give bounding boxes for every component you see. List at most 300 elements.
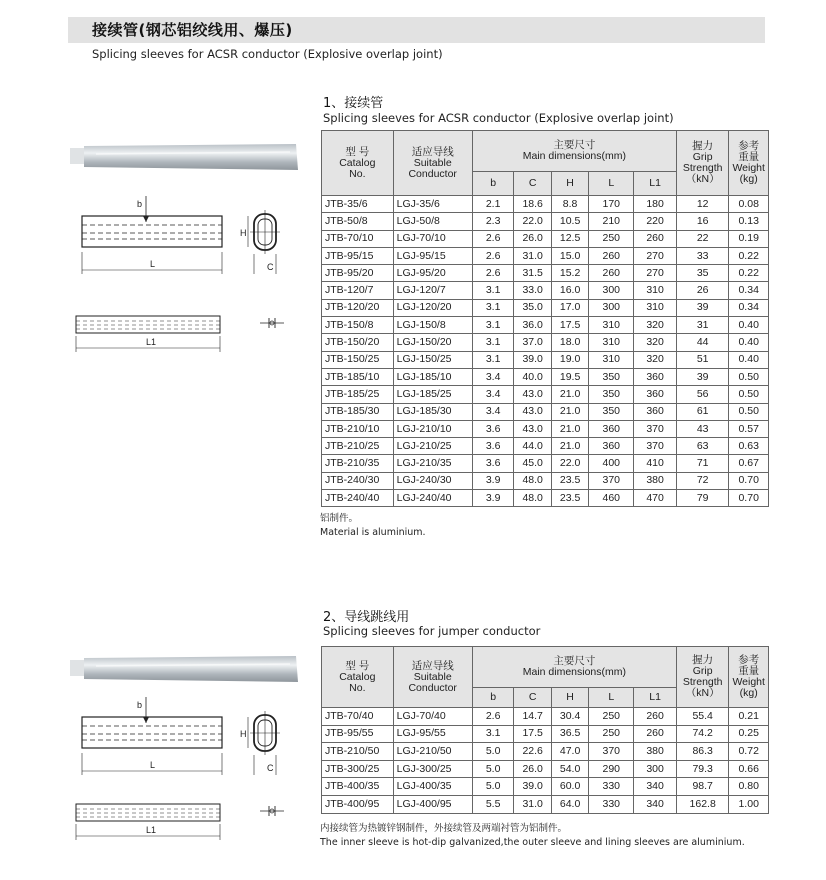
page-title: 接续管(钢芯铝绞线用、爆压) xyxy=(92,21,293,39)
sleeve-photo-2 xyxy=(70,652,310,688)
table-cell: LGJ-95/15 xyxy=(393,247,472,264)
table-cell: 45.0 xyxy=(514,455,551,472)
table-cell: 31 xyxy=(676,317,728,334)
table-cell: 380 xyxy=(634,743,677,761)
table-cell: JTB-150/8 xyxy=(322,317,394,334)
section1-note-cn: 铝制件。 xyxy=(320,513,359,524)
table-cell: 300 xyxy=(589,299,634,316)
table-row xyxy=(322,743,769,761)
table-cell: 43.0 xyxy=(514,386,551,403)
table-cell: JTB-70/10 xyxy=(322,230,394,247)
table-cell: 12.5 xyxy=(551,230,588,247)
table-cell: 3.4 xyxy=(472,403,514,420)
table-cell: 12 xyxy=(676,196,728,213)
table-cell: JTB-150/20 xyxy=(322,334,394,351)
spec-table-1-body xyxy=(322,196,769,507)
col-c-2: C xyxy=(514,687,551,707)
table-cell: 79.3 xyxy=(676,760,728,778)
table-cell: 39 xyxy=(676,299,728,316)
table-cell: 0.22 xyxy=(729,247,769,264)
table-cell: LGJ-185/10 xyxy=(393,368,472,385)
section1-note xyxy=(320,512,426,540)
table-cell: 300 xyxy=(634,760,677,778)
col-grip-en-2: Grip xyxy=(692,665,713,677)
table-cell: 15.0 xyxy=(551,247,588,264)
table-cell: 39.0 xyxy=(514,351,551,368)
table-cell: 250 xyxy=(589,725,634,743)
table-cell: 72 xyxy=(676,472,728,489)
col-model-en2: No. xyxy=(349,167,366,180)
table-cell: 260 xyxy=(634,708,677,726)
table-row xyxy=(322,420,769,437)
table-cell: 3.1 xyxy=(472,317,514,334)
dim-l1-label-2: L1 xyxy=(146,825,157,835)
table-cell: 22.0 xyxy=(551,455,588,472)
col-l1: L1 xyxy=(634,171,677,195)
col-grip-unit-2: （kN） xyxy=(685,687,720,699)
table-cell: 310 xyxy=(634,299,677,316)
table-cell: LGJ-210/35 xyxy=(393,455,472,472)
table-cell: LGJ-95/20 xyxy=(393,265,472,282)
section2-title: 2、导线跳线用 xyxy=(323,610,410,625)
section1-subtitle: Splicing sleeves for ACSR conductor (Explosive overlap joint) xyxy=(323,111,674,125)
table-cell: 0.34 xyxy=(729,282,769,299)
table-row xyxy=(322,213,769,230)
table-cell: 26.0 xyxy=(514,760,551,778)
table-cell: 31.5 xyxy=(514,265,551,282)
col-grip-cn-2: 握力 xyxy=(692,654,714,666)
table-cell: JTB-240/30 xyxy=(322,472,394,489)
col-weight xyxy=(729,131,769,196)
table-cell: 56 xyxy=(676,386,728,403)
table-cell: LGJ-185/25 xyxy=(393,386,472,403)
col-dim-en-2: Main dimensions(mm) xyxy=(522,665,627,678)
table-cell: 290 xyxy=(589,760,634,778)
sleeve-drawing-2 xyxy=(66,693,306,783)
col-cond-en2-2: Conductor xyxy=(408,681,457,694)
table-cell: JTB-95/55 xyxy=(322,725,394,743)
table-cell: JTB-185/30 xyxy=(322,403,394,420)
table-cell: 170 xyxy=(589,196,634,213)
dim-l-label-2: L xyxy=(150,760,156,770)
col-cond-cn: 适应导线 xyxy=(411,145,454,158)
col-cond-en-2: Suitable xyxy=(413,670,452,683)
table-cell: 3.6 xyxy=(472,455,514,472)
table-row xyxy=(322,795,769,813)
col-model-en2-2: No. xyxy=(349,681,366,694)
table-cell: 39.0 xyxy=(514,778,551,796)
section1-note-en: Material is aluminium. xyxy=(320,527,426,538)
table-cell: 26.0 xyxy=(514,230,551,247)
table-cell: 260 xyxy=(634,230,677,247)
table-cell: 8.8 xyxy=(551,196,588,213)
table-cell: 0.25 xyxy=(729,725,769,743)
table-cell: 40.0 xyxy=(514,368,551,385)
table-cell: 44 xyxy=(676,334,728,351)
table-cell: 330 xyxy=(589,795,634,813)
table-cell: 39 xyxy=(676,368,728,385)
table-cell: 320 xyxy=(634,351,677,368)
table-cell: 5.0 xyxy=(472,743,514,761)
table-cell: 2.6 xyxy=(472,265,514,282)
col-b-2: b xyxy=(472,687,514,707)
table-cell: JTB-120/7 xyxy=(322,282,394,299)
table-cell: 0.21 xyxy=(729,708,769,726)
table-cell: 71 xyxy=(676,455,728,472)
col-wt-cn2: 重量 xyxy=(738,151,760,163)
table-cell: 3.9 xyxy=(472,490,514,507)
table-row xyxy=(322,708,769,726)
col-model-en-2: Catalog xyxy=(339,670,376,683)
table-cell: 400 xyxy=(589,455,634,472)
col-wt-cn1: 参考 xyxy=(738,140,760,152)
table-cell: 22 xyxy=(676,230,728,247)
table-cell: 310 xyxy=(634,282,677,299)
table-cell: 26 xyxy=(676,282,728,299)
table-cell: 1.00 xyxy=(729,795,769,813)
col-h-2: H xyxy=(551,687,588,707)
table-cell: 61 xyxy=(676,403,728,420)
table-cell: LGJ-120/20 xyxy=(393,299,472,316)
table-cell: 43 xyxy=(676,420,728,437)
table-cell: 22.6 xyxy=(514,743,551,761)
table-cell: 250 xyxy=(589,230,634,247)
table-cell: 5.0 xyxy=(472,760,514,778)
table-cell: LGJ-120/7 xyxy=(393,282,472,299)
table-row xyxy=(322,725,769,743)
table-cell: JTB-240/40 xyxy=(322,490,394,507)
table-row xyxy=(322,490,769,507)
table-cell: 63 xyxy=(676,438,728,455)
table-cell: 0.67 xyxy=(729,455,769,472)
col-model-cn-2: 型 号 xyxy=(345,659,370,672)
table-cell: LGJ-35/6 xyxy=(393,196,472,213)
col-dim-cn: 主要尺寸 xyxy=(553,138,596,151)
table-cell: 18.6 xyxy=(514,196,551,213)
table-row xyxy=(322,472,769,489)
table-cell: 21.0 xyxy=(551,438,588,455)
table-cell: 0.50 xyxy=(729,403,769,420)
table-cell: 410 xyxy=(634,455,677,472)
table-cell: 370 xyxy=(589,743,634,761)
dim-c-label: C xyxy=(267,262,274,272)
table-cell: LGJ-400/35 xyxy=(393,778,472,796)
table-cell: 310 xyxy=(589,334,634,351)
table-cell: 180 xyxy=(634,196,677,213)
table-cell: LGJ-95/55 xyxy=(393,725,472,743)
table-cell: 64.0 xyxy=(551,795,588,813)
table-cell: 2.1 xyxy=(472,196,514,213)
table-cell: 54.0 xyxy=(551,760,588,778)
table-row xyxy=(322,778,769,796)
table-cell: 310 xyxy=(589,317,634,334)
table-cell: LGJ-240/30 xyxy=(393,472,472,489)
table-cell: JTB-210/10 xyxy=(322,420,394,437)
table-cell: 360 xyxy=(634,386,677,403)
col-model-2 xyxy=(322,647,394,708)
table-cell: JTB-210/50 xyxy=(322,743,394,761)
table-cell: 370 xyxy=(589,472,634,489)
col-model-cn: 型 号 xyxy=(345,145,370,158)
table-cell: 310 xyxy=(589,351,634,368)
table-cell: JTB-50/8 xyxy=(322,213,394,230)
table-cell: 380 xyxy=(634,472,677,489)
table-cell: 3.1 xyxy=(472,725,514,743)
table-cell: 55.4 xyxy=(676,708,728,726)
table-cell: 3.6 xyxy=(472,420,514,437)
table-cell: 31.0 xyxy=(514,247,551,264)
table-cell: 460 xyxy=(589,490,634,507)
table-cell: 330 xyxy=(589,778,634,796)
table-cell: 74.2 xyxy=(676,725,728,743)
table-cell: 48.0 xyxy=(514,490,551,507)
table-cell: 48.0 xyxy=(514,472,551,489)
section2-note xyxy=(320,822,745,850)
table-cell: 43.0 xyxy=(514,403,551,420)
table-cell: 0.40 xyxy=(729,317,769,334)
col-conductor xyxy=(393,131,472,196)
col-grip-en2: Strength xyxy=(682,162,723,174)
table-cell: JTB-35/6 xyxy=(322,196,394,213)
col-b: b xyxy=(472,171,514,195)
table-cell: 31.0 xyxy=(514,795,551,813)
col-c: C xyxy=(514,171,551,195)
table-cell: JTB-400/95 xyxy=(322,795,394,813)
table-cell: 350 xyxy=(589,386,634,403)
table-cell: 360 xyxy=(589,420,634,437)
table-cell: 162.8 xyxy=(676,795,728,813)
table-cell: LGJ-185/30 xyxy=(393,403,472,420)
table-cell: 3.1 xyxy=(472,334,514,351)
table-cell: 2.6 xyxy=(472,708,514,726)
table-cell: JTB-185/10 xyxy=(322,368,394,385)
table-cell: 18.0 xyxy=(551,334,588,351)
col-cond-en: Suitable xyxy=(413,156,452,169)
col-wt-cn2-2: 重量 xyxy=(738,665,760,677)
table-cell: JTB-120/20 xyxy=(322,299,394,316)
sleeve-drawing-l1-1 xyxy=(66,312,306,358)
table-row xyxy=(322,386,769,403)
table-cell: 16 xyxy=(676,213,728,230)
table-row xyxy=(322,196,769,213)
sleeve-drawing-l1-2 xyxy=(66,800,306,846)
table-cell: 0.80 xyxy=(729,778,769,796)
table-row xyxy=(322,351,769,368)
table-cell: 14.7 xyxy=(514,708,551,726)
table-cell: 3.4 xyxy=(472,386,514,403)
table-cell: 5.5 xyxy=(472,795,514,813)
table-row xyxy=(322,282,769,299)
table-cell: 15.2 xyxy=(551,265,588,282)
col-l1-2: L1 xyxy=(634,687,677,707)
table-cell: 3.1 xyxy=(472,282,514,299)
col-dimensions-2 xyxy=(472,647,676,688)
table-cell: 3.9 xyxy=(472,472,514,489)
table-row xyxy=(322,438,769,455)
table-cell: 350 xyxy=(589,403,634,420)
dim-h-label: H xyxy=(240,228,247,238)
table-cell: 350 xyxy=(589,368,634,385)
table-cell: 0.63 xyxy=(729,438,769,455)
table-cell: 17.5 xyxy=(514,725,551,743)
table-cell: 360 xyxy=(634,368,677,385)
table-cell: JTB-300/25 xyxy=(322,760,394,778)
col-dim-cn-2: 主要尺寸 xyxy=(553,654,596,667)
col-conductor-2 xyxy=(393,647,472,708)
table-cell: 98.7 xyxy=(676,778,728,796)
table-row xyxy=(322,265,769,282)
table-row xyxy=(322,247,769,264)
table-cell: 16.0 xyxy=(551,282,588,299)
table-cell: 21.0 xyxy=(551,420,588,437)
table-cell: 0.34 xyxy=(729,299,769,316)
table-cell: 250 xyxy=(589,708,634,726)
table-cell: 37.0 xyxy=(514,334,551,351)
table-cell: 30.4 xyxy=(551,708,588,726)
table-cell: 21.0 xyxy=(551,403,588,420)
col-grip xyxy=(676,131,728,196)
col-wt-en: Weight xyxy=(732,162,765,174)
table-cell: 0.19 xyxy=(729,230,769,247)
table-cell: JTB-400/35 xyxy=(322,778,394,796)
table-cell: JTB-70/40 xyxy=(322,708,394,726)
table-cell: 43.0 xyxy=(514,420,551,437)
dim-h-label-2: H xyxy=(240,729,247,739)
table-cell: LGJ-150/8 xyxy=(393,317,472,334)
section2-note-en: The inner sleeve is hot-dip galvanized,the outer sleeve and lining sleeves are aluminium. xyxy=(320,837,745,848)
table-cell: 47.0 xyxy=(551,743,588,761)
table-cell: 300 xyxy=(589,282,634,299)
col-l: L xyxy=(589,171,634,195)
table-cell: 35.0 xyxy=(514,299,551,316)
dim-c-label-2: C xyxy=(267,763,274,773)
table-cell: LGJ-400/95 xyxy=(393,795,472,813)
table-cell: LGJ-210/10 xyxy=(393,420,472,437)
col-wt-en-2: Weight xyxy=(732,676,765,688)
col-cond-en2: Conductor xyxy=(408,167,457,180)
table-cell: 17.5 xyxy=(551,317,588,334)
col-dim-en: Main dimensions(mm) xyxy=(522,149,627,162)
table-cell: LGJ-210/50 xyxy=(393,743,472,761)
table-cell: 0.50 xyxy=(729,368,769,385)
table-cell: LGJ-240/40 xyxy=(393,490,472,507)
table-row xyxy=(322,230,769,247)
table-cell: 340 xyxy=(634,795,677,813)
table-cell: 2.6 xyxy=(472,230,514,247)
table-cell: 19.5 xyxy=(551,368,588,385)
table-cell: JTB-95/15 xyxy=(322,247,394,264)
table-cell: 220 xyxy=(634,213,677,230)
table-cell: 0.08 xyxy=(729,196,769,213)
col-grip-cn: 握力 xyxy=(692,140,714,152)
table-cell: 23.5 xyxy=(551,490,588,507)
sleeve-photo-1 xyxy=(70,140,310,176)
spec-table-2-body xyxy=(322,708,769,814)
table-cell: LGJ-150/25 xyxy=(393,351,472,368)
spec-table-1 xyxy=(321,130,769,507)
table-cell: 0.70 xyxy=(729,472,769,489)
table-row xyxy=(322,317,769,334)
table-cell: 51 xyxy=(676,351,728,368)
dim-b-label-2: b xyxy=(137,700,143,710)
table-cell: 0.40 xyxy=(729,334,769,351)
table-cell: LGJ-70/10 xyxy=(393,230,472,247)
table-cell: 210 xyxy=(589,213,634,230)
col-h: H xyxy=(551,171,588,195)
table-cell: 260 xyxy=(634,725,677,743)
sleeve-drawing-1 xyxy=(66,192,306,282)
table-cell: 320 xyxy=(634,317,677,334)
table-cell: 22.0 xyxy=(514,213,551,230)
table-row xyxy=(322,368,769,385)
section1-title: 1、接续管 xyxy=(323,96,384,111)
col-model-en: Catalog xyxy=(339,156,376,169)
table-cell: 0.13 xyxy=(729,213,769,230)
table-cell: 33.0 xyxy=(514,282,551,299)
dim-b-label: b xyxy=(137,199,143,209)
table-cell: 23.5 xyxy=(551,472,588,489)
table-cell: 3.1 xyxy=(472,351,514,368)
table-cell: 0.57 xyxy=(729,420,769,437)
table-cell: 270 xyxy=(634,247,677,264)
table-cell: JTB-185/25 xyxy=(322,386,394,403)
col-weight-2 xyxy=(729,647,769,708)
table-cell: 0.66 xyxy=(729,760,769,778)
table-cell: JTB-210/35 xyxy=(322,455,394,472)
table-row xyxy=(322,334,769,351)
table-cell: 0.70 xyxy=(729,490,769,507)
table-row xyxy=(322,299,769,316)
table-cell: 320 xyxy=(634,334,677,351)
table-cell: LGJ-70/40 xyxy=(393,708,472,726)
table-cell: 270 xyxy=(634,265,677,282)
table-cell: LGJ-300/25 xyxy=(393,760,472,778)
table-row xyxy=(322,455,769,472)
col-wt-cn1-2: 参考 xyxy=(738,654,760,666)
table-cell: 36.5 xyxy=(551,725,588,743)
table-cell: 470 xyxy=(634,490,677,507)
table-cell: 60.0 xyxy=(551,778,588,796)
table-cell: 0.22 xyxy=(729,265,769,282)
table-cell: 0.40 xyxy=(729,351,769,368)
dim-l1-label: L1 xyxy=(146,337,157,347)
page-subtitle: Splicing sleeves for ACSR conductor (Explosive overlap joint) xyxy=(92,47,443,61)
table-cell: 79 xyxy=(676,490,728,507)
spec-table-2 xyxy=(321,646,769,814)
table-cell: 370 xyxy=(634,420,677,437)
table-cell: 44.0 xyxy=(514,438,551,455)
table-cell: LGJ-210/25 xyxy=(393,438,472,455)
col-wt-unit-2: (kg) xyxy=(739,687,758,699)
table-cell: 260 xyxy=(589,247,634,264)
table-cell: 3.6 xyxy=(472,438,514,455)
table-cell: JTB-210/25 xyxy=(322,438,394,455)
col-dimensions xyxy=(472,131,676,172)
col-grip-en: Grip xyxy=(692,151,713,163)
col-model xyxy=(322,131,394,196)
table-cell: 17.0 xyxy=(551,299,588,316)
col-grip-2 xyxy=(676,647,728,708)
table-cell: LGJ-50/8 xyxy=(393,213,472,230)
table-cell: 2.3 xyxy=(472,213,514,230)
table-cell: 340 xyxy=(634,778,677,796)
table-cell: 370 xyxy=(634,438,677,455)
table-cell: 0.50 xyxy=(729,386,769,403)
col-grip-en2-2: Strength xyxy=(682,676,723,688)
table-cell: JTB-150/25 xyxy=(322,351,394,368)
table-cell: 2.6 xyxy=(472,247,514,264)
col-grip-unit: （kN） xyxy=(685,173,720,185)
